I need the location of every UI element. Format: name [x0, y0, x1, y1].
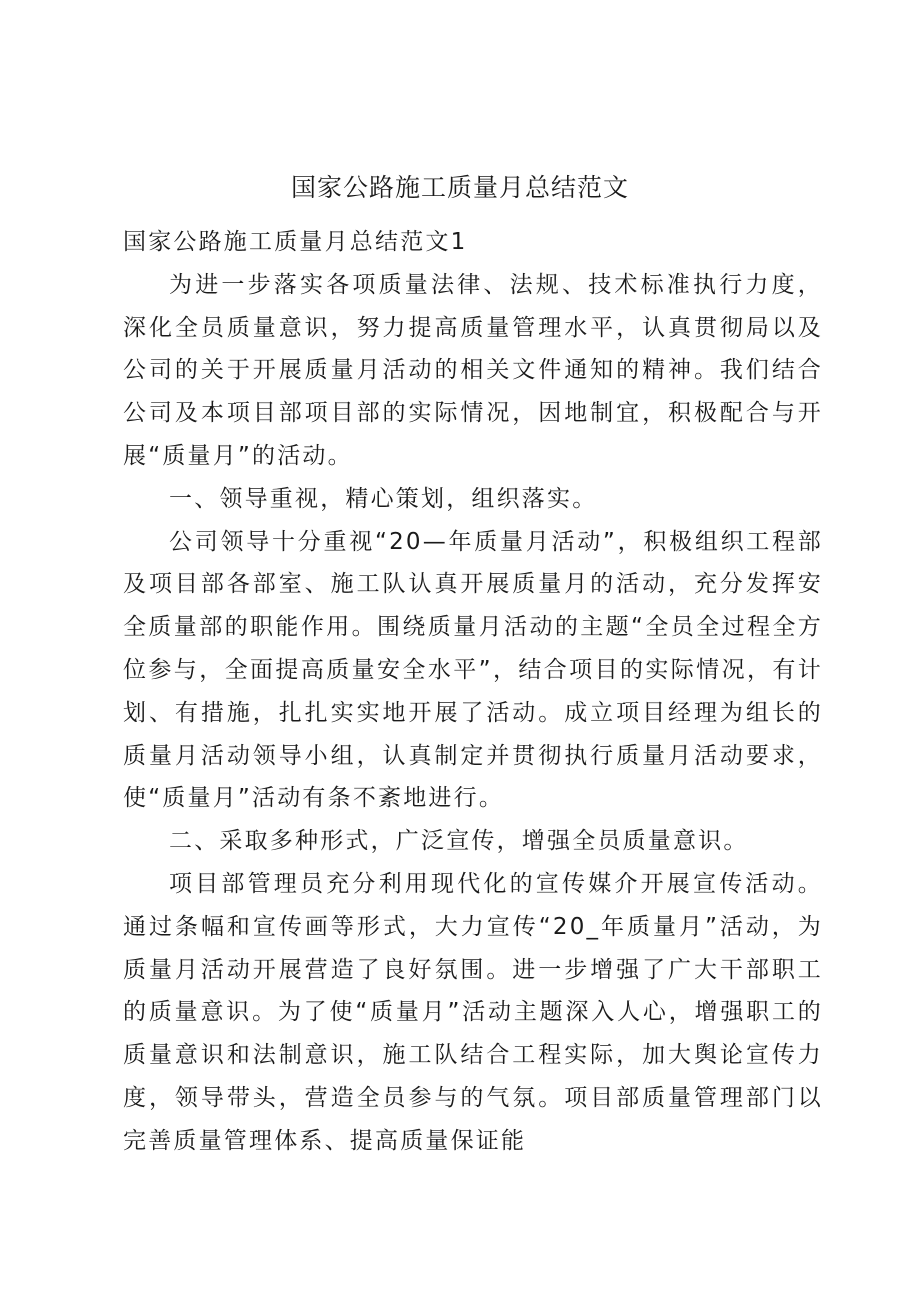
paragraph-intro: 为进一步落实各项质量法律、法规、技术标准执行力度，深化全员质量意识，努力提高质量管理水平，认真贯彻局以及公司的关于开展质量月活动的相关文件通知的精神。我们结合公司及本项目部项目部的实际情况，因地制宜，积极配合与开展“质量月”的活动。: [123, 271, 823, 469]
section-heading-1: 一、领导重视，精心策划，组织落实。: [169, 485, 598, 512]
document-title: 国家公路施工质量月总结范文: [290, 173, 629, 202]
document-body: [123, 221, 823, 1163]
section-heading-2: 二、采取多种形式，广泛宣传，增强全员质量意识。: [169, 828, 749, 855]
paragraph-section-1: 公司领导十分重视“20—年质量月活动”，积极组织工程部及项目部各部室、施工队认真开展质量月的活动，充分发挥安全质量部的职能作用。围绕质量月活动的主题“全员全过程全方位参与，全面提高质量安全水平”，结合项目的实际情况，有计划、有措施，扎扎实实地开展了活动。成立项目经理为组长的质量月活动领导小组，认真制定并贯彻执行质量月活动要求，使“质量月”活动有条不紊地进行。: [123, 528, 823, 812]
paragraph-section-2: 项目部管理员充分利用现代化的宣传媒介开展宣传活动。通过条幅和宣传画等形式，大力宣传“20_年质量月”活动，为质量月活动开展营造了良好氛围。进一步增强了广大干部职工的质量意识。为了使“质量月”活动主题深入人心，增强职工的质量意识和法制意识，施工队结合工程实际，加大舆论宣传力度，领导带头，营造全员参与的气氛。项目部质量管理部门以完善质量管理体系、提高质量保证能: [123, 870, 823, 1154]
document-subtitle: 国家公路施工质量月总结范文1: [123, 229, 468, 255]
